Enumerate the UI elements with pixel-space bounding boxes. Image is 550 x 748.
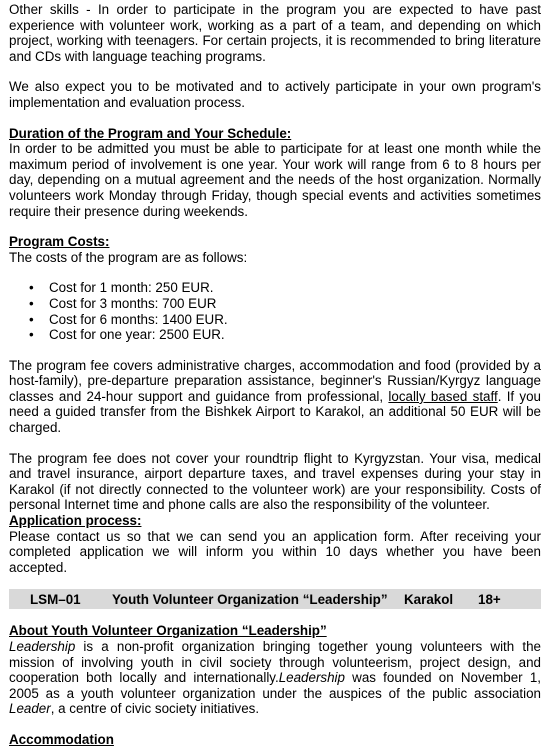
cost-item: • Cost for 3 months: 700 EUR xyxy=(29,296,541,312)
costs-list xyxy=(9,280,541,342)
fee-coverage-paragraph xyxy=(9,358,541,436)
project-code: LSM–01 xyxy=(30,591,81,607)
costs-heading: Program Costs: xyxy=(9,234,110,250)
project-title-bar xyxy=(9,589,541,609)
costs-intro: The costs of the program are as follows: xyxy=(9,249,248,265)
about-text-1: is a non-profit organization bringing together young volunteers with the mission of involving youth in civil society through volunteerism, project design, and cooperation both locally and internationally. xyxy=(9,639,541,686)
fee-text-after: . If you need a guided transfer from the Bishkek Airport to Karakol, an additional 50 EUR will be charged. xyxy=(9,388,541,436)
cost-item: • Cost for 1 month: 250 EUR. xyxy=(29,280,541,296)
leadership-italic-2: Leadership xyxy=(278,670,345,686)
application-paragraph: Please contact us so that we can send you an application form. After receiving your completed application we will inform you within 10 days whether you have been accepted. xyxy=(9,528,541,575)
about-heading: About Youth Volunteer Organization “Leadership” xyxy=(9,623,327,639)
duration-paragraph: In order to be admitted you must be able to participate for at least one month while the maximum period of involvement is one year. Your work will range from 6 to 8 hours per day, depending on a mutual agreement and the needs of the host organization. Normally volunteers work Monday through Friday, though special events and activities sometimes require their presence during weekends. xyxy=(9,141,541,219)
cost-item: • Cost for one year: 2500 EUR. xyxy=(29,327,541,343)
leader-italic: Leader xyxy=(9,701,51,717)
motivation-paragraph: We also expect you to be motivated and to actively participate in your own program's implementation and evaluation process. xyxy=(9,79,541,110)
project-name: Youth Volunteer Organization “Leadership” xyxy=(112,591,388,607)
about-paragraph xyxy=(9,639,541,717)
project-age: 18+ xyxy=(478,591,501,607)
cost-item: • Cost for 6 months: 1400 EUR. xyxy=(29,312,541,328)
about-text-2: was founded on November 1, 2005 as a youth volunteer organization under the auspices of the public association xyxy=(9,670,541,701)
skills-paragraph: Other skills - In order to participate in the program you are expected to have past experience with volunteer work, working as a part of a team, and depending on which project, working with teenagers. For certain projects, it is recommended to bring literature and CDs with language teaching programs. xyxy=(9,2,541,64)
application-heading: Application process: xyxy=(9,513,142,529)
about-text-3: , a centre of civic society initiatives. xyxy=(50,701,260,717)
locally-based-staff-link[interactable]: locally based staff xyxy=(388,388,498,404)
accommodation-heading: Accommodation xyxy=(9,731,114,747)
fee-text-before: The program fee covers administrative charges, accommodation and food (provided by a host-family), pre-departure preparation assistance, beginner's Russian/Kyrgyz language classes and 24-hour support and guidance from professional, xyxy=(9,357,541,404)
fee-not-covered-paragraph: The program fee does not cover your roundtrip flight to Kyrgyzstan. Your visa, medical and travel insurance, airport departure taxes, and travel expenses during your stay in Karakol (if not directly connected to the volunteer work) are your responsibility. Costs of personal Internet time and phone calls are also the responsibility of the volunteer. xyxy=(9,450,541,513)
duration-heading: Duration of the Program and Your Schedule: xyxy=(9,125,292,141)
project-location: Karakol xyxy=(404,591,454,607)
leadership-italic: Leadership xyxy=(9,639,76,654)
